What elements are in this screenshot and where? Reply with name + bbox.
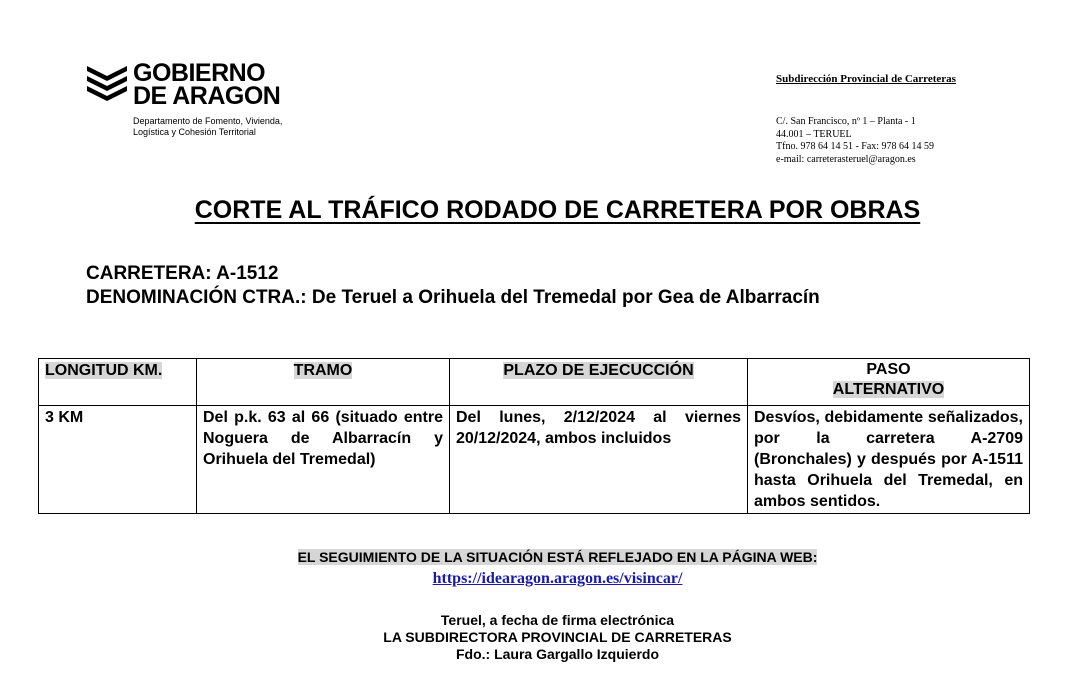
sign-role: LA SUBDIRECTORA PROVINCIAL DE CARRETERAS [383, 629, 732, 645]
sign-date: Teruel, a fecha de firma electrónica [440, 612, 675, 628]
logo-text-line2: DE ARAGON [133, 82, 281, 110]
logo-text-line1: GOBIERNO [133, 59, 266, 87]
cell-period: Del lunes, 2/12/2024 al viernes 20/12/2024, ambos incluidos [450, 406, 748, 514]
header-alternative: PASO ALTERNATIVO [748, 359, 1030, 406]
gobierno-aragon-logo [85, 60, 315, 150]
road-code: CARRETERA: A-1512 [86, 263, 279, 284]
works-table [38, 358, 1030, 514]
header-period: PLAZO DE EJECUCCIÓN [450, 359, 748, 406]
follow-notice: EL SEGUIMIENTO DE LA SITUACIÓN ESTÁ REFLEJADO EN LA PÁGINA WEB: [297, 549, 818, 565]
table-row [39, 406, 1030, 514]
office-address [776, 116, 934, 166]
road-info [86, 262, 820, 310]
document-title: CORTE AL TRÁFICO RODADO DE CARRETERA POR OBRAS [194, 196, 921, 224]
address-line: C/. San Francisco, nº 1 – Planta - 1 [776, 116, 916, 127]
cell-alternative: Desvíos, debidamente señalizados, por la carretera A-2709 (Bronchales) y después por A-1511 hasta Orihuela del Tremedal, en ambos sentidos. [748, 406, 1030, 514]
department-name: Departamento de Fomento, Vivienda, Logística y Cohesión Territorial [133, 116, 283, 137]
header-length: LONGITUD KM. [39, 359, 197, 406]
aragon-emblem-icon [85, 62, 129, 106]
phone-fax-line: Tfno. 978 64 14 51 - Fax: 978 64 14 59 [776, 141, 935, 152]
table-header-row [39, 359, 1030, 406]
address-line: 44.001 – TERUEL [776, 128, 852, 140]
cell-length: 3 KM [39, 406, 197, 514]
road-denomination: DENOMINACIÓN CTRA.: De Teruel a Orihuela del Tremedal por Gea de Albarracín [86, 287, 820, 308]
office-title: Subdirección Provincial de Carreteras [776, 73, 956, 85]
email-line: e-mail: carreterasteruel@aragon.es [776, 153, 916, 165]
sign-name: Fdo.: Laura Gargallo Izquierdo [455, 646, 659, 662]
cell-section: Del p.k. 63 al 66 (situado entre Noguera de Albarracín y Orihuela del Tremedal) [197, 406, 450, 514]
visincar-link[interactable]: https://idearagon.aragon.es/visincar/ [432, 570, 683, 587]
signature-block [0, 612, 1080, 663]
header-section: TRAMO [197, 359, 450, 406]
